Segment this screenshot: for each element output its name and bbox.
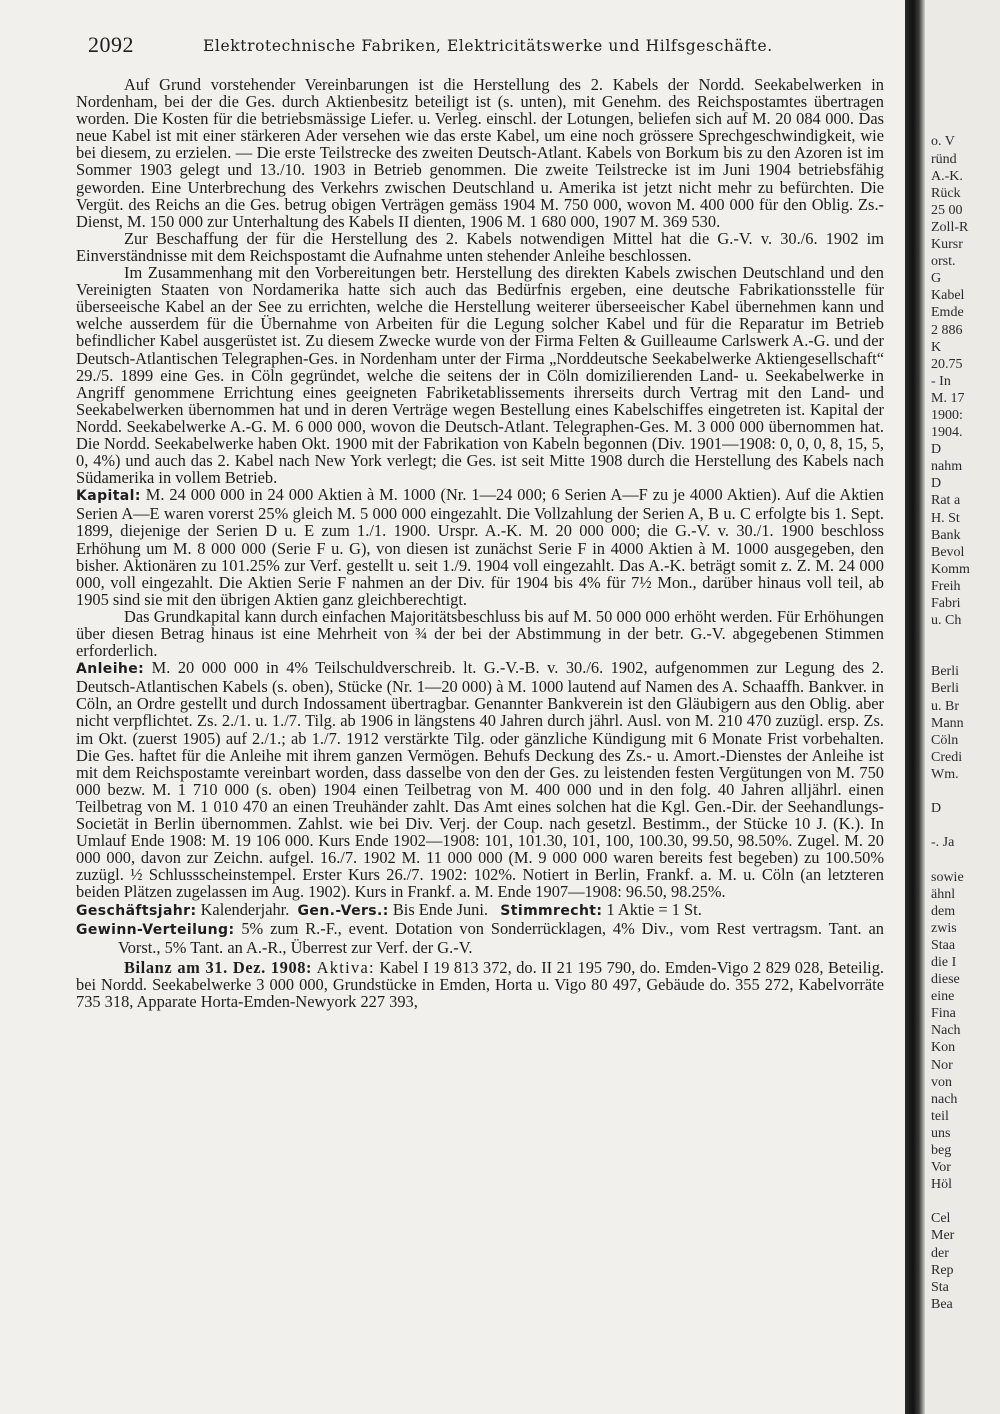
neighbor-line: der <box>931 1245 949 1261</box>
neighbor-line: Staa <box>931 937 956 953</box>
kapital-label: Kapital: <box>76 488 141 505</box>
neighbor-line: Kon <box>931 1040 956 1056</box>
neighbor-line: D <box>931 476 942 492</box>
neighbor-line: Komm <box>931 561 970 577</box>
neighbor-line: ähnl <box>931 886 956 902</box>
neighbor-line <box>925 646 1000 663</box>
neighbor-line: nach <box>931 1091 958 1107</box>
neighbor-line <box>925 817 1000 834</box>
neighbor-line: Berli <box>931 664 959 680</box>
neighbor-line: 25 00 <box>931 202 963 218</box>
neighbor-line: -. Ja <box>931 835 955 851</box>
neighbor-line: A.-K. <box>931 168 963 184</box>
gewinn-verteilung-text: 5% zum R.-F., event. Dotation von Sonderrücklagen, 4% Div., vom Rest vertragsm. Tant. an Vorst., 5% Tant. an A.-R., Überrest zur Verf. der G.-V. <box>118 918 884 957</box>
neighbor-line: Rück <box>931 185 961 201</box>
neighbor-line: die I <box>931 954 957 970</box>
neighbor-line: u. Br <box>931 698 959 714</box>
geschaeftsjahr-text: Kalenderjahr. <box>200 899 290 919</box>
gen-vers-text: Bis Ende Juni. <box>392 899 488 919</box>
section-geschaeftsjahr <box>76 901 884 920</box>
running-title: Elektrotechnische Fabriken, Elektricitätswerke und Hilfsgeschäfte. <box>203 37 773 55</box>
gewinn-verteilung-label: Gewinn-Verteilung: <box>76 921 235 938</box>
neighbor-line: o. V <box>931 134 955 150</box>
neighbor-line: beg <box>931 1143 952 1158</box>
section-anleihe <box>76 659 884 900</box>
neighbor-line: D <box>931 801 942 817</box>
page-header <box>88 32 888 66</box>
neighbor-line: G <box>931 271 942 287</box>
neighbor-line <box>925 783 1000 800</box>
stimmrecht-text: 1 Aktie = 1 St. <box>606 899 702 919</box>
neighbor-line: orst. <box>931 254 956 270</box>
neighbor-line: Mer <box>931 1228 955 1244</box>
gen-vers-label: Gen.-Vers.: <box>297 902 389 919</box>
neighbor-line: Kabel <box>931 288 965 304</box>
article-body <box>76 76 884 1010</box>
neighbor-line: Kursr <box>931 237 963 253</box>
paragraph-seekabelwerke: Im Zusammenhang mit den Vorbereitungen betr. Herstellung des direkten Kabels zwischen Deutschland und den Vereinigten Staaten von Nordamerika hatte sich auch das Bedürfnis ergeben, eine deutsche Fabrikationsstelle für überseeische Kabel an der See zu errichten, welche die Herstellung weiterer überseeischer Kabel übernehmen kann und welche ausserdem für die Übernahme von Arbeiten für die Legung solcher Kabel und für die Reparatur im Betrieb befindlicher Kabel ausgerüstet ist. Zu diesem Zwecke wurde von der Firma Felten & Guilleaume Carlswerk A.-G. und der Deutsch-Atlantischen Telegraphen-Ges. in Nordenham unter der Firma „Norddeutsche Seekabelwerke Aktiengesellschaft“ 29./5. 1899 eine Ges. in Cöln gegründet, welche die seitens der in Cöln domizilierenden Land- u. Seekabelwerke in Angriff genommene Errichtung eines geeigneten Fabriketablissements ihrerseits durch Vertrag mit den Land- und Seekabelwerken übernommen hat und in deren Verträge wegen Bestellung eines Kabelschiffes eingetreten ist. Kapital der Nordd. Seekabelwerke A.-G. M. 6 000 000, wovon die Deutsch-Atlant. Telegraphen-Ges. M. 3 000 000 übernommen hat. Die Nordd. Seekabelwerke haben Okt. 1900 mit der Fabrikation von Kabeln begonnen (Div. 1901—1908: 0, 0, 0, 8, 15, 5, 0, 4%) und auch das 2. Kabel nach New York verlegt; die Ges. ist seit Mitte 1908 durch die Herstellung des Kabels nach Südamerika in vollem Betrieb. <box>76 263 884 488</box>
book-gutter <box>905 0 925 1414</box>
paragraph-grundkapital: Das Grundkapital kann durch einfachen Majoritätsbeschluss bis auf M. 50 000 000 erhöht werden. Für Erhöhungen über diesen Betrag hinaus ist eine Mehrheit von ¾ der bei der Abstimmung in der betr. G.-V. abgegebenen Stimmen erforderlich. <box>76 606 884 661</box>
neighbor-line <box>925 65 1000 82</box>
neighbor-line: Höl <box>931 1177 952 1193</box>
geschaeftsjahr-label: Geschäftsjahr: <box>76 902 197 919</box>
kapital-text: M. 24 000 000 in 24 000 Aktien à M. 1000 (Nr. 1—24 000; 6 Serien A—F zu je 4000 Aktien). Auf die Aktien Serien A—E waren vorerst 25% gleich M. 5 000 000 eingezahlt. Die Vollzahlung der Serien A, B u. C erfolgte bis 1. Sept. 1899, diejenige der Serien D u. E zum 1./1. 1900. Urspr. A.-K. M. 20 000 000; die G.-V. v. 30./1. 1900 beschloss Erhöhung um M. 8 000 000 (Serie F u. G), von diesen ist zunächst Serie F in 4000 Aktien à M. 1000 ausgegeben, den bisher. Aktionären zu 101.25% zur Verf. gestellt u. seit 1./9. 1904 voll eingezahlt. Das A.-K. beträgt somit z. Z. M. 24 000 000, voll eingezahlt. Die Aktien Serie F nahmen an der Div. für 1904 bis 4% für 7½ Mon., darüber hinaus voll teil, ab 1905 sind sie mit den übrigen Aktien ganz gleichberechtigt. <box>76 485 884 609</box>
neighbor-line: Nach <box>931 1023 961 1039</box>
neighbor-line: eine <box>931 989 955 1005</box>
adjacent-page-edge <box>925 0 1000 1414</box>
anleihe-label: Anleihe: <box>76 661 145 678</box>
neighbor-line: teil <box>931 1108 949 1124</box>
neighbor-line: dem <box>931 903 956 919</box>
neighbor-line: Nor <box>931 1057 953 1073</box>
neighbor-line <box>925 1193 1000 1210</box>
neighbor-line: D <box>931 442 942 458</box>
neighbor-line: - In <box>931 373 951 389</box>
neighbor-line: Bea <box>931 1296 953 1312</box>
section-gewinn-verteilung <box>76 920 884 956</box>
aktiva-label: Aktiva: <box>316 957 375 977</box>
neighbor-line: H. St <box>931 510 960 526</box>
neighbor-line <box>925 851 1000 868</box>
neighbor-line <box>925 629 1000 646</box>
neighbor-line: 1900: <box>931 407 963 423</box>
neighbor-line: Fina <box>931 1006 956 1022</box>
page-number: 2092 <box>88 32 134 57</box>
stimmrecht-label: Stimmrecht: <box>500 902 603 919</box>
neighbor-line: von <box>931 1074 952 1090</box>
neighbor-line <box>925 82 1000 99</box>
neighbor-line: Freih <box>931 578 961 594</box>
neighbor-line: diese <box>931 972 960 988</box>
section-bilanz <box>76 959 884 1010</box>
neighbor-line: Bank <box>931 527 961 543</box>
neighbor-line: Zoll-R <box>931 219 969 235</box>
neighbor-line: 2 886 <box>931 322 963 338</box>
neighbor-line: Credi <box>931 749 963 765</box>
neighbor-line: Rep <box>931 1262 954 1278</box>
neighbor-line: uns <box>931 1125 951 1141</box>
neighbor-line: Emde <box>931 305 964 321</box>
neighbor-line: Berli <box>931 681 959 697</box>
bilanz-label: Bilanz am 31. Dez. 1908: <box>124 957 313 977</box>
neighbor-line <box>925 116 1000 133</box>
anleihe-text: M. 20 000 000 in 4% Teilschuldverschreib. lt. G.-V.-B. v. 30./6. 1902, aufgenommen zur Legung des 2. Deutsch-Atlantischen Kabels (s. oben), Stücke (Nr. 1—20 000) à M. 1000 lautend auf Namen des A. Schaaffh. Bankver. in Cöln, an Ordre gestellt und durch Indossament übertragbar. Genannter Bankverein ist den Gläubigern aus den Oblig. aber nicht verpflichtet. Zs. 2./1. u. 1./7. Tilg. ab 1906 in längstens 40 Jahren durch jährl. Ausl. von M. 210 470 zuzügl. ersp. Zs. im Okt. (zuerst 1905) auf 2./1.; ab 1./7. 1912 verstärkte Tilg. oder gänzliche Kündigung mit 6 Monate Frist vorbehalten. Die Ges. haftet für die Anleihe mit ihrem ganzen Vermögen. Behufs Deckung des Zs.- u. Amort.-Dienstes der Anleihe ist mit dem Reichspostamte vereinbart worden, dass dasselbe von den der Ges. zu leistenden festen Vergütungen von M. 750 000 bezw. M. 1 710 000 (s. oben) 1904 einen Teilbetrag von M. 400 000 und in den folg. 40 Jahren alljährl. einen Teilbetrag von M. 1 010 470 an einen Treuhänder zahlt. Das Amt eines solchen hat die Kgl. Gen.-Dir. der Seehandlungs-Societät in Berlin übernommen. Zahlst. wie bei Div. Verj. der Coup. nach gesetzl. Bestimm., der Stücke 10 J. (K.). In Umlauf Ende 1908: M. 19 106 000. Kurs Ende 1902—1908: 101, 101.30, 101, 100, 100.30, 99.50, 98.50%. Zugel. M. 20 000 000, davon zur Zeichn. aufgel. 16./7. 1902 M. 11 000 000 (M. 9 000 000 waren bereits fest begeben) zu 100.50% zuzügl. ½ Schlussscheinstempel. Erster Kurs 26./7. 1902: 102%. Notiert in Berlin, Frankf. a. M. u. Cöln (an letzteren beiden Plätzen zugelassen im Aug. 1902). Kurs in Frankf. a. M. Ende 1907—1908: 96.50, 98.25%. <box>76 658 884 902</box>
neighbor-line: zwis <box>931 920 957 936</box>
neighbor-line: Cöln <box>931 732 959 748</box>
neighbor-line: u. Ch <box>931 613 962 629</box>
neighbor-line: Fabri <box>931 596 961 611</box>
neighbor-line: K <box>931 339 942 355</box>
neighbor-line: ründ <box>931 151 957 167</box>
bilanz-text: Kabel I 19 813 372, do. II 21 195 790, do. Emden-Vigo 2 829 028, Beteilig. bei Nordd. Seekabelwerke 3 000 000, Grundstücke in Emden, Horta u. Vigo 80 497, Gebäude do. 355 272, Kabelvorräte 735 318, Apparate Horta-Emden-Newyork 227 393, <box>76 957 884 1011</box>
neighbor-line: nahm <box>931 459 963 475</box>
neighbor-line <box>925 48 1000 65</box>
neighbor-line <box>925 99 1000 116</box>
neighbor-line: 20.75 <box>931 356 963 372</box>
neighbor-line: Rat a <box>931 493 961 509</box>
neighbor-line: M. 17 <box>931 390 965 406</box>
neighbor-line: Sta <box>931 1279 949 1295</box>
neighbor-line: Mann <box>931 715 964 731</box>
neighbor-line: sowie <box>931 869 964 885</box>
neighbor-line: Cel <box>931 1211 951 1227</box>
neighbor-line: Vor <box>931 1160 951 1176</box>
paragraph-agreement: Auf Grund vorstehender Vereinbarungen ist die Herstellung des 2. Kabels der Nordd. Seekabelwerken in Nordenham, bei der die Ges. durch Aktienbesitz beteiligt ist (s. unten), mit Genehm. des Reichspostamtes übertragen worden. Die Kosten für die betriebsmässige Liefer. u. Verleg. einschl. der Lotungen, beliefen sich auf M. 20 084 000. Das neue Kabel ist mit einer stärkeren Ader versehen wie das erste Kabel, um eine noch grössere Sprechgeschwindigkeit, wie bei diesem, zu erzielen. — Die erste Teilstrecke des zweiten Deutsch-Atlant. Kabels von Borkum bis zu den Azoren ist im Sommer 1903 gelegt und 13./10. 1903 in Betrieb genommen. Die zweite Teilstrecke ist im Juni 1904 betriebsfähig geworden. Eine Unterbrechung des Verkehrs zwischen Deutschland u. Amerika ist jetzt nicht mehr zu befürchten. Die Vergüt. des Reichs an die Ges. betrug obigen Verträgen gemäss 1904 M. 750 000, wovon M. 400 000 für den Oblig. Zs.-Dienst, M. 150 000 zur Unterhaltung des Kabels II dienten, 1906 M. 1 680 000, 1907 M. 369 530. <box>76 75 884 231</box>
section-kapital <box>76 486 884 608</box>
neighbor-line: Bevol <box>931 544 965 560</box>
paragraph-financing: Zur Beschaffung der für die Herstellung des 2. Kabels notwendigen Mittel hat die G.-V. v. 30./6. 1902 im Einverständnisse mit dem Reichspostamt die Aufnahme unten stehender Anleihe beschlossen. <box>76 228 884 265</box>
neighbor-line: 1904. <box>931 425 963 441</box>
neighbor-line: Wm. <box>931 766 959 782</box>
